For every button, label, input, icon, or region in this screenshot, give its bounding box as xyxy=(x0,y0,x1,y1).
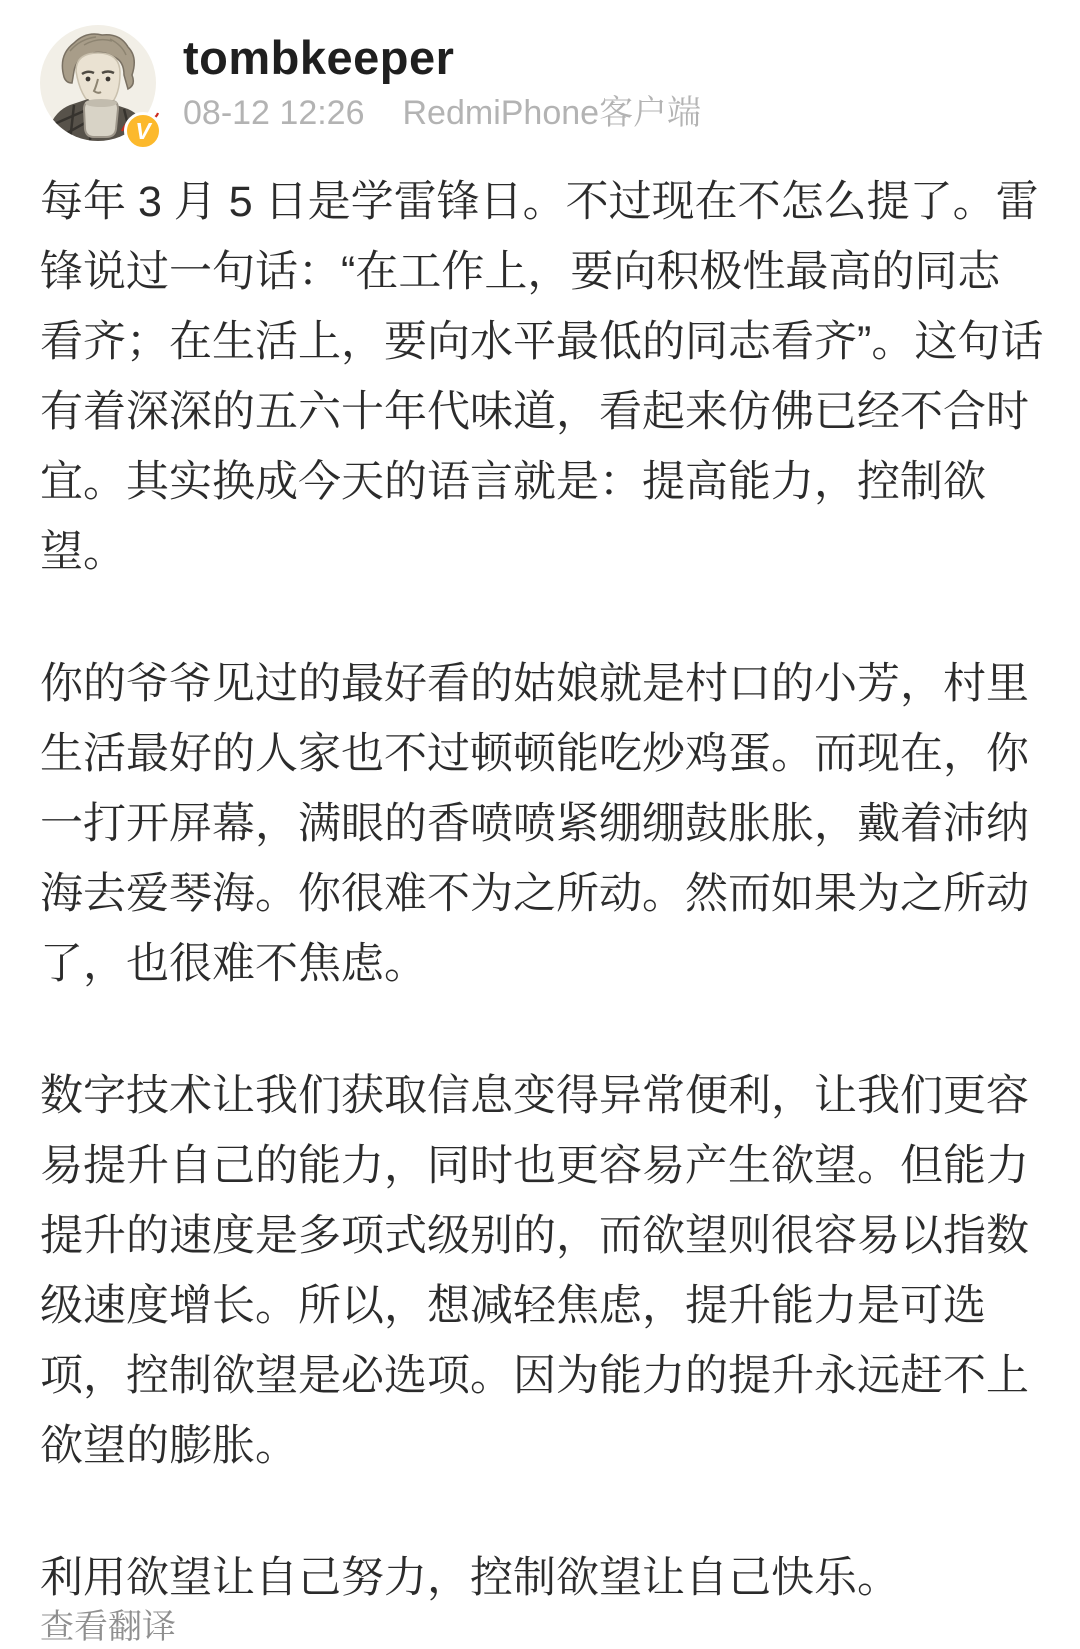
view-translation-link[interactable]: 查看翻译 xyxy=(40,1608,176,1646)
post-text-line: 利用欲望让自己努力，控制欲望让自己快乐。 xyxy=(40,1554,900,1602)
post-text-line: 级速度增长。所以，想减轻焦虑，提升能力是可选 xyxy=(40,1282,986,1330)
post-header-info xyxy=(183,25,701,133)
post-text-line: 一打开屏幕，满眼的香喷喷紧绷绷鼓胀胀，戴着沛纳 xyxy=(40,800,1029,848)
post-text-line: 项，控制欲望是必选项。因为能力的提升永远赶不上 xyxy=(40,1352,1029,1400)
post-paragraph xyxy=(40,1543,1040,1613)
post-text-line: 提升的速度是多项式级别的，而欲望则很容易以指数 xyxy=(40,1212,1029,1260)
post-text-line: 欲望的膨胀。 xyxy=(40,1422,298,1470)
post-text-line: 了，也很难不焦虑。 xyxy=(40,940,427,988)
post-paragraph xyxy=(40,649,1040,999)
post-text-line: 宜。其实换成今天的语言就是：提高能力，控制欲 xyxy=(40,458,986,506)
post-text-line: 生活最好的人家也不过顿顿能吃炒鸡蛋。而现在，你 xyxy=(40,730,1029,778)
verified-badge-icon: V xyxy=(124,112,162,150)
post-text-line: 海去爱琴海。你很难不为之所动。然而如果为之所动 xyxy=(40,870,1029,918)
post-text-line: 易提升自己的能力，同时也更容易产生欲望。但能力 xyxy=(40,1142,1029,1190)
post-paragraph xyxy=(40,167,1044,587)
post-paragraph xyxy=(40,1061,1040,1481)
timestamp: 08-12 12:26 xyxy=(183,94,365,132)
username[interactable]: tombkeeper xyxy=(183,31,455,84)
avatar[interactable] xyxy=(40,25,156,144)
post-text-line: 每年 3 月 5 日是学雷锋日。不过现在不怎么提了。雷 xyxy=(40,178,1039,226)
post-text-line: 你的爷爷见过的最好看的姑娘就是村口的小芳，村里 xyxy=(40,660,1029,708)
post-header xyxy=(40,25,1040,144)
post-text-line: 数字技术让我们获取信息变得异常便利，让我们更容 xyxy=(40,1072,1029,1120)
post-text-line: 锋说过一句话：“在工作上，要向积极性最高的同志 xyxy=(40,248,1001,296)
post-content xyxy=(40,167,1044,1613)
post-meta xyxy=(183,93,701,133)
post-text-line: 看齐；在生活上，要向水平最低的同志看齐”。这句话 xyxy=(40,318,1044,366)
post-text-line: 望。 xyxy=(40,528,126,576)
client-source-link[interactable]: RedmiPhone客户端 xyxy=(402,94,702,132)
post-text-line: 有着深深的五六十年代味道，看起来仿佛已经不合时 xyxy=(40,388,1029,436)
